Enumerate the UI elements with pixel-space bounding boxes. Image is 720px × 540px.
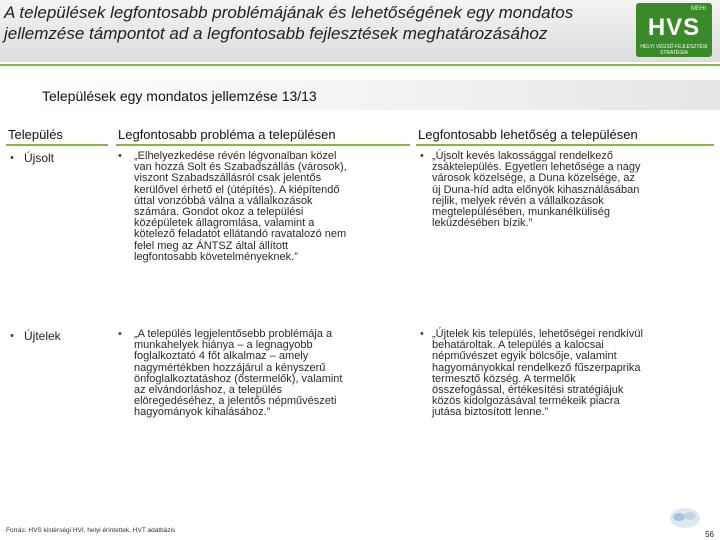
- opportunity-cell: „Újsolt kevés lakossággal rendelkező zsáktelepülés. Egyetlen lehetősége a nagy városok közelsége, a Duna közelsége, az új Duna-híd adta előnyök kihasználásában rejlik, melyek révén a vállalkozások megtelepülésében, munkanélküliség leküzdésében bízik.”: [432, 150, 641, 230]
- town-name: Újsolt: [24, 151, 55, 165]
- bullet: •: [10, 330, 14, 342]
- logo-subtitle: HELYI VÉGSŐ FEJLESZTÉSI STRATÉGIA: [640, 44, 708, 56]
- header-underline-problem: [116, 144, 410, 146]
- logo-badge: MEHI: [691, 6, 706, 12]
- page-title: A települések legfontosabb problémájának és lehetőségének egy mondatos jellemzése támpontot ad a legfontosabb fejlesztések meghatározásához: [4, 3, 574, 43]
- problem-cell: „A település legjelentősebb problémája a munkahelyek hiánya – a legnagyobb foglalkoztató 4 főt alkalmaz – amely nagymértékben hozzájárul a kényszerű önfoglalkoztatáshoz (őstermelők), valamint az elvándorláshoz, a település elöregedéséhez, a jelentős népművészeti hagyományok kihalásához.”: [134, 328, 343, 419]
- section-banner: [30, 80, 720, 110]
- source-note: Forrás: HVS kistérségi HVI, helyi érintettek, HVT adatbázis: [6, 527, 176, 534]
- header-underline-town: [6, 144, 108, 146]
- bullet: •: [10, 152, 14, 164]
- hvs-logo: [636, 3, 712, 57]
- problem-cell: „Elhelyezkedése révén légvonalban közel van hozzá Solt és Szabadszállás (városok), viszont Szabadszállásról csak jelentős kerülővel érhető el (útépítés). A kiépítendő úttal vonzóbbá válna a vállalkozások számára. Gondot okoz a települési középületek állagromlása, valamint a kötelező feladatot ellátandó ravatalozó nem felel meg az ÁNTSZ által állított legfontosabb követelményeknek.”: [134, 150, 347, 263]
- column-header-problem: Legfontosabb probléma a településen: [118, 127, 336, 142]
- section-title: Települések egy mondatos jellemzése 13/13: [42, 88, 317, 104]
- bullet: •: [118, 150, 122, 162]
- bullet: •: [118, 328, 122, 340]
- page-number: 56: [705, 530, 714, 539]
- accent-divider: [0, 64, 720, 66]
- town-name: Újtelek: [24, 329, 61, 343]
- header-bar: [0, 0, 720, 62]
- column-header-town: Település: [8, 127, 63, 142]
- leaf-logo-icon: [668, 504, 702, 530]
- opportunity-cell: „Újtelek kis település, lehetőségei rendkívül behatároltak. A település a kalocsai népművészet egyik bölcsője, valamint hagyományokkal rendelkező fűszerpaprika termesztő község. A termelők összefogással, értékesítési stratégiájuk közös kidolgozásával termékeik piacra jutása biztosított lenne.”: [432, 328, 643, 419]
- column-header-opportunity: Legfontosabb lehetőség a településen: [418, 127, 638, 142]
- bullet: •: [420, 328, 424, 340]
- logo-text: HVS: [647, 14, 701, 41]
- header-underline-opportunity: [416, 144, 714, 146]
- bullet: •: [420, 150, 424, 162]
